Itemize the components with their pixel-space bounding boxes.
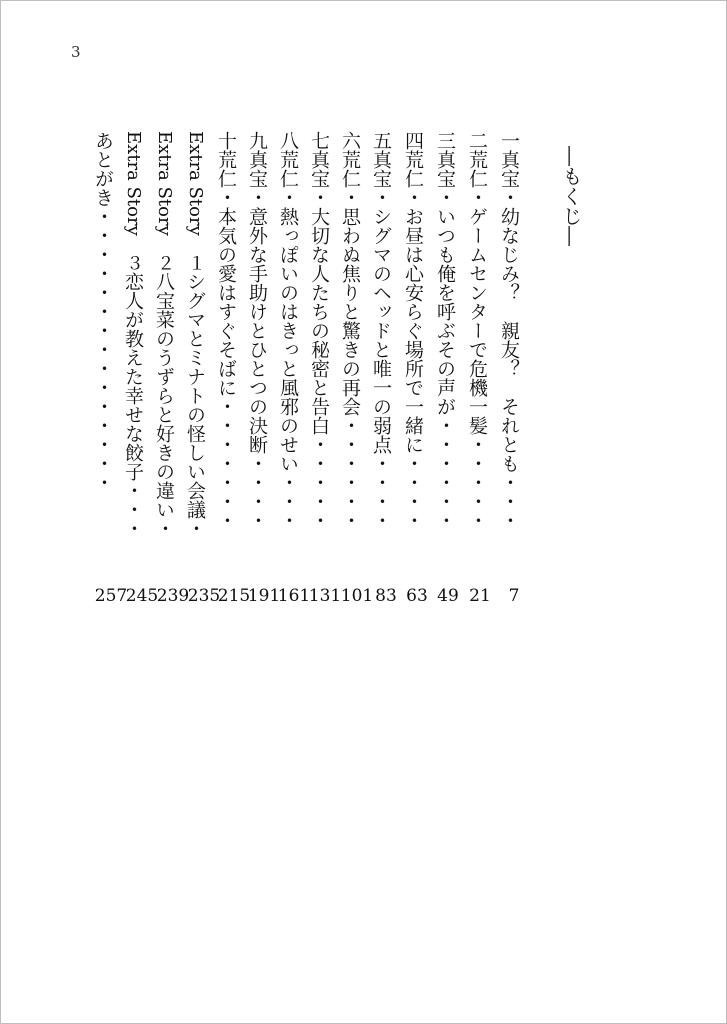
toc-entry-number: 七 <box>308 131 330 150</box>
toc-entry-8[interactable] <box>278 131 297 551</box>
toc-entry-7[interactable] <box>309 131 328 551</box>
toc-entry-title: シグマとミナトの怪しい会議・ <box>184 271 206 538</box>
toc-entry-page: 161 <box>277 586 311 606</box>
toc-entry-2[interactable] <box>467 131 486 551</box>
toc-entry-title: あとがき・・・・・・・・・・・・・・・ <box>92 131 114 492</box>
toc-entry-extra-1[interactable] <box>185 131 204 551</box>
toc-entry-page: 83 <box>375 586 397 606</box>
toc-entry-1[interactable] <box>499 131 518 551</box>
toc-entry-title: 荒仁・熱っぽいのはきっと風邪のせい・・・ <box>277 150 299 530</box>
toc-entry-number: Extra Story ３ <box>123 131 144 272</box>
toc-entry-page: 21 <box>469 586 491 606</box>
toc-entry-6[interactable] <box>340 131 359 551</box>
toc-entry-title: 真宝・いつも俺を呼ぶその声が・・・・・・ <box>434 150 456 530</box>
toc-entry-page: 101 <box>340 586 374 606</box>
toc-entry-title: 荒仁・ゲームセンターで危機一髪・・・・・ <box>466 150 488 530</box>
toc-entry-page: 239 <box>156 586 190 606</box>
toc-entry-number: 八 <box>277 131 299 150</box>
toc-entry-number: Extra Story ２ <box>154 131 175 272</box>
toc-entry-number: 三 <box>434 131 456 150</box>
toc-entry-title: 真宝・大切な人たちの秘密と告白・・・・・ <box>308 150 330 530</box>
toc-entry-number: 十 <box>215 131 237 150</box>
toc-entry-title: 荒仁・思わぬ焦りと驚きの再会・・・・・・ <box>339 150 361 530</box>
toc-entry-title: 恋人が教えた幸せな餃子・・・ <box>122 271 144 538</box>
toc-entry-page: 131 <box>308 586 342 606</box>
toc-entry-number: 四 <box>402 131 424 150</box>
toc-entry-page: 7 <box>508 586 520 606</box>
toc-entry-afterword[interactable] <box>93 131 112 551</box>
toc-entry-page: 49 <box>437 586 459 606</box>
toc-entry-page: 245 <box>125 586 159 606</box>
toc-entry-title: 真宝・シグマのヘッドと唯一の弱点・・・・ <box>370 150 392 530</box>
toc-entry-page: 191 <box>247 586 281 606</box>
toc-entry-number: 九 <box>246 131 268 150</box>
toc-entry-page: 257 <box>94 586 128 606</box>
toc-entry-title: 荒仁・本気の愛はすぐそばに・・・・・・・ <box>215 150 237 530</box>
toc-entry-title: 真宝・幼なじみ？ 親友？ それとも・・・ <box>498 150 520 530</box>
page-number: 3 <box>71 43 81 61</box>
toc-entry-number: 一 <box>498 131 520 150</box>
toc-entry-page: 235 <box>187 586 221 606</box>
toc-entry-number: 六 <box>339 131 361 150</box>
toc-entry-3[interactable] <box>435 131 454 551</box>
toc-entry-number: Extra Story １ <box>185 131 206 272</box>
toc-entry-page: 215 <box>217 586 251 606</box>
toc-entry-5[interactable] <box>371 131 390 551</box>
toc-entry-extra-2[interactable] <box>154 131 173 551</box>
toc-entry-4[interactable] <box>403 131 422 551</box>
toc-entry-number: 二 <box>466 131 488 150</box>
toc-entry-number: 五 <box>370 131 392 150</box>
toc-entry-10[interactable] <box>216 131 235 551</box>
toc-title: ―もくじ― <box>559 146 583 246</box>
toc-entry-page: 63 <box>406 586 428 606</box>
toc-entry-9[interactable] <box>247 131 266 551</box>
toc-entry-title: 荒仁・お昼は心安らぐ場所で一緒に・・・・ <box>402 150 424 530</box>
toc-entry-extra-3[interactable] <box>123 131 142 551</box>
toc-entry-title: 八宝菜のうずらと好きの違い・ <box>153 271 175 538</box>
toc-entry-title: 真宝・意外な手助けとひとつの決断・・・・ <box>246 150 268 530</box>
